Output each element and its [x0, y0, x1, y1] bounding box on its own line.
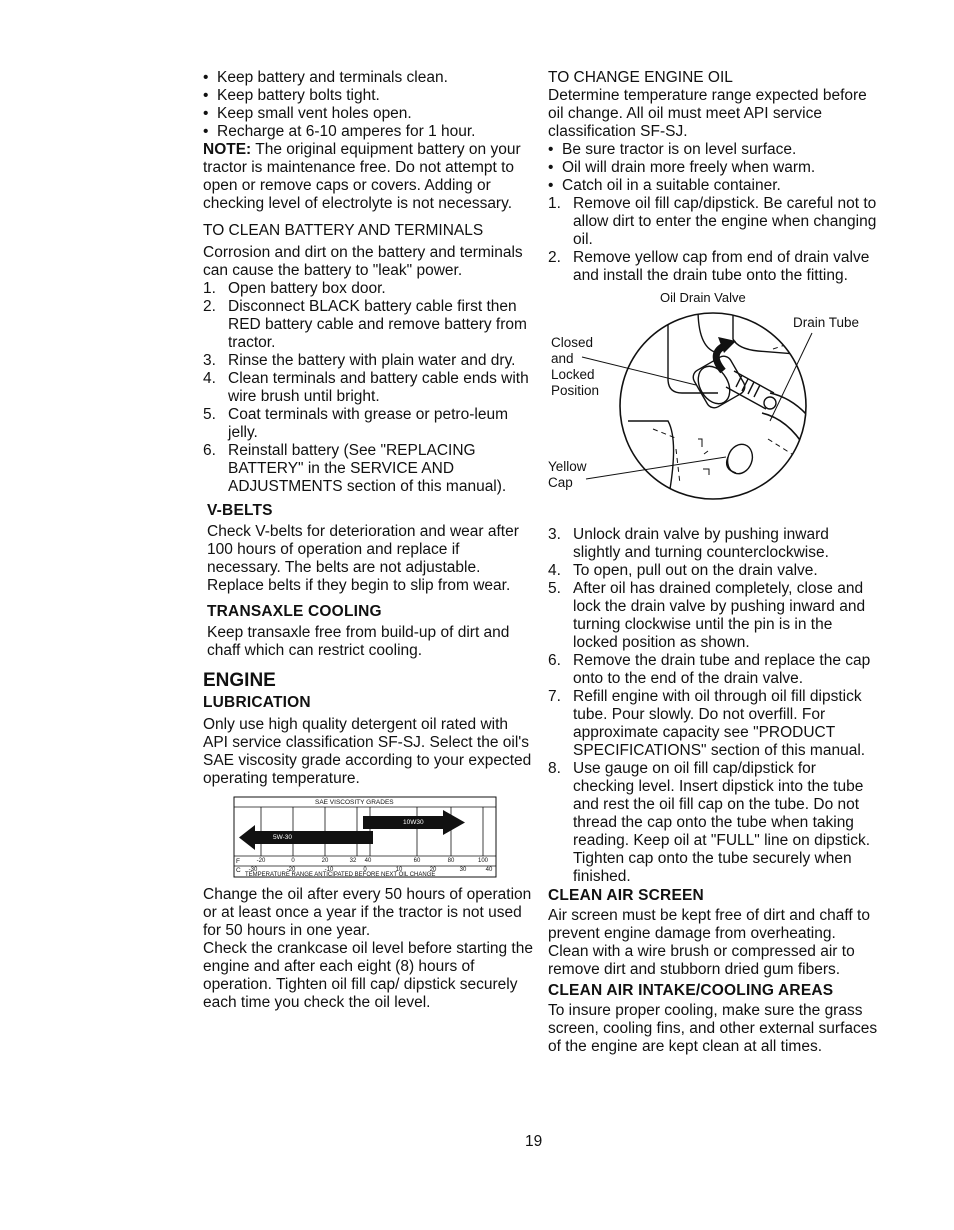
change-oil-steps-b [548, 526, 878, 886]
position-label: Position [551, 383, 600, 398]
list-item: • Keep battery and terminals clean. [203, 69, 533, 87]
locked-label: Locked [551, 367, 595, 382]
c-tick-label: -10 [324, 867, 334, 873]
f-tick-label: 40 [364, 858, 372, 864]
page-number: 19 [525, 1133, 543, 1150]
c-tick-label: 20 [429, 867, 437, 873]
list-item: 5. Coat terminals with grease or petro-leum jelly. [203, 406, 508, 441]
air-screen-text: Air screen must be kept free of dirt and chaff to prevent engine damage from overheating. Clean with a wire brush or compressed air to remove dirt and stubborn dried gum fibers. [548, 907, 870, 978]
air-intake-heading: CLEAN AIR INTAKE/COOLING AREAS [548, 982, 834, 999]
figure-title: Oil Drain Valve [660, 290, 746, 305]
list-item: • Recharge at 6-10 amperes for 1 hour. [203, 123, 533, 141]
closed-label: Closed [551, 335, 594, 350]
c-tick-label: 30 [459, 867, 467, 873]
check-oil-text: Check the crankcase oil level before starting the engine and after each eight (8) hours of operation. Tighten oil fill cap/ dipstick securely each time you check the oil level. [203, 940, 533, 1011]
f-tick-label: 60 [413, 858, 421, 864]
list-item: • Oil will drain more freely when warm. [548, 159, 878, 177]
clean-battery-intro: Corrosion and dirt on the battery and terminals can cause the battery to "leak" power. [203, 244, 523, 279]
list-item: • Be sure tractor is on level surface. [548, 141, 878, 159]
f-tick-label: 100 [477, 858, 489, 864]
list-item: 6. Reinstall battery (See "REPLACING BATTERY" in the SERVICE AND ADJUSTMENTS section of this manual). [203, 442, 507, 495]
list-item: 4. To open, pull out on the drain valve. [548, 562, 818, 579]
transaxle-text: Keep transaxle free from build-up of dirt and chaff which can restrict cooling. [207, 624, 510, 659]
note-label: NOTE: [203, 141, 252, 158]
right-column [548, 69, 878, 1056]
f-tick-label: 32 [349, 858, 357, 864]
viscosity-chart [233, 796, 497, 878]
c-tick-label: -30 [248, 867, 258, 873]
f-tick-label: 20 [321, 858, 329, 864]
lubrication-text: Only use high quality detergent oil rated with API service classification SF-SJ. Select the oil's SAE viscosity grade according to your expected operating temperature. [203, 716, 532, 787]
air-intake-text: To insure proper cooling, make sure the grass screen, cooling fins, and other external surfaces of the engine are kept clean at all times. [548, 1002, 878, 1055]
list-item: 8. Use gauge on oil fill cap/dipstick for checking level. Insert dipstick into the tube and rest the oil fill cap on the tube. Do not thread the cap onto the tube when taking reading. Keep oil at "FULL" line on dipstick. Tighten cap onto the tube securely when finished. [548, 760, 871, 885]
fahrenheit-label: F [236, 858, 240, 865]
list-item: 6. Remove the drain tube and replace the cap onto to the end of the drain valve. [548, 652, 871, 687]
and-label: and [551, 351, 574, 366]
c-tick-label: 0 [363, 867, 367, 873]
transaxle-heading: TRANSAXLE COOLING [207, 603, 382, 620]
battery-note [203, 141, 533, 213]
list-item: 2. Disconnect BLACK battery cable first then RED battery cable and remove battery from tractor. [203, 298, 527, 351]
lubrication-heading: LUBRICATION [203, 694, 311, 711]
list-item: 3. Rinse the battery with plain water and dry. [203, 352, 516, 369]
battery-bullet-list [203, 69, 533, 141]
celsius-label: C [236, 867, 241, 874]
change-oil-bullet-list [548, 141, 878, 195]
f-tick-label: -20 [256, 858, 266, 864]
list-item: 5. After oil has drained completely, close and lock the drain valve by pushing inward and turning clockwise until the pin is in the locked position as shown. [548, 580, 866, 651]
oil-drain-valve-figure [548, 289, 878, 519]
list-item: • Keep battery bolts tight. [203, 87, 533, 105]
air-screen-heading: CLEAN AIR SCREEN [548, 887, 704, 904]
c-tick-label: -20 [286, 867, 296, 873]
list-item: • Keep small vent holes open. [203, 105, 533, 123]
c-tick-label: 40 [485, 867, 493, 873]
list-item: 1. Remove oil fill cap/dipstick. Be careful not to allow dirt to enter the engine when changing oil. [548, 195, 877, 248]
f-tick-label: 80 [447, 858, 455, 864]
viscosity-chart-title: SAE VISCOSITY GRADES [315, 799, 394, 806]
left-column [203, 69, 533, 1012]
list-item: 4. Clean terminals and battery cable ends with wire brush until bright. [203, 370, 529, 405]
engine-heading: ENGINE [203, 670, 276, 691]
list-item: • Catch oil in a suitable container. [548, 177, 878, 195]
change-oil-steps-a [548, 195, 878, 285]
vbelts-text: Check V-belts for deterioration and wear after 100 hours of operation and replace if necessary. The belts are not adjustable. Replace belts if they begin to slip from wear. [207, 523, 519, 594]
yellow-label: Yellow [548, 459, 587, 474]
change-oil-intro: Determine temperature range expected before oil change. All oil must meet API service classification SF-SJ. [548, 87, 867, 140]
change-oil-text: Change the oil after every 50 hours of operation or at least once a year if the tractor is not used for 50 hours in one year. [203, 886, 532, 939]
c-tick-label: 10 [395, 867, 403, 873]
list-item: 2. Remove yellow cap from end of drain valve and install the drain tube onto the fitting. [548, 249, 870, 284]
drain-tube-label: Drain Tube [793, 315, 860, 330]
f-tick-label: 0 [291, 858, 295, 864]
note-text: The original equipment battery on your tractor is maintenance free. Do not attempt to open or remove caps or covers. Adding or checking level of electrolyte is not necessary. [203, 141, 521, 212]
list-item: 7. Refill engine with oil through oil fill dipstick tube. Pour slowly. Do not overfill. For approximate capacity see "PRODUCT SPECIFICATIONS" section of this manual. [548, 688, 866, 759]
grade-5w30-label: 5W-30 [273, 834, 293, 841]
clean-battery-steps [203, 280, 533, 496]
grade-10w30-label: 10W30 [403, 819, 424, 826]
cap-label: Cap [548, 475, 573, 490]
vbelts-heading: V-BELTS [207, 502, 273, 519]
viscosity-chart-footer: TEMPERATURE RANGE ANTICIPATED BEFORE NEXT OIL CHANGE [245, 872, 436, 878]
list-item: 1. Open battery box door. [203, 280, 386, 297]
list-item: 3. Unlock drain valve by pushing inward slightly and turning counterclockwise. [548, 526, 829, 561]
change-oil-heading: TO CHANGE ENGINE OIL [548, 69, 733, 86]
clean-battery-heading: TO CLEAN BATTERY AND TERMINALS [203, 222, 484, 239]
